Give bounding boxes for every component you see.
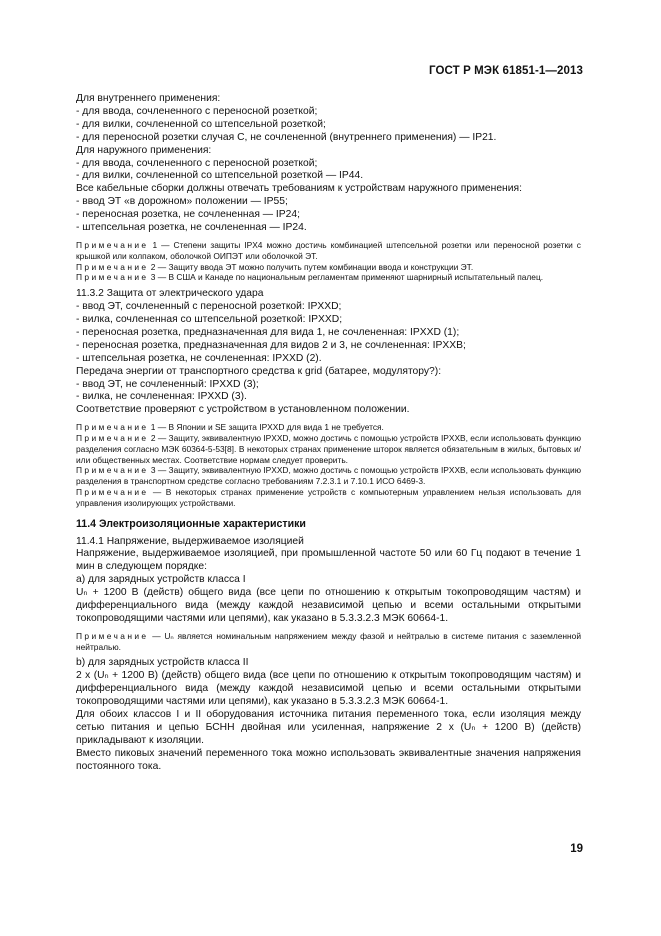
- list-item: а) для зарядных устройств класса I: [76, 574, 246, 586]
- list-item: - штепсельная розетка, не сочлененная — IP24.: [76, 222, 307, 234]
- note: [76, 240, 581, 262]
- list-item: - для вилки, сочлененной со штепсельной розеткой;: [76, 118, 326, 130]
- note-text: 2 — Защиту ввода ЭТ можно получить путем комбинации ввода и конструкции ЭТ.: [148, 261, 474, 272]
- note-label: Примечание: [76, 433, 149, 444]
- text-line: Соответствие проверяют с устройством в установленном положении.: [76, 404, 410, 416]
- paragraph: Вместо пиковых значений переменного тока можно использовать эквивалентные значения напряжения постоянного тока.: [76, 747, 581, 772]
- note-label: Примечание: [76, 261, 149, 272]
- list-item: - ввод ЭТ «в дорожном» положении — IP55;: [76, 196, 288, 208]
- page-body: [76, 93, 581, 774]
- note-text: 3 — Защиту, эквивалентную IPXXD, можно достичь с помощью устройств IPXXB, если использовать функцию разделения в транспортном средстве согласно требованиям 7.2.3.1 и 7.10.1 ИСО 6469-3.: [76, 465, 581, 487]
- list-item: - для переносной розетки случая С, не сочлененной (внутреннего применения) — IP21.: [76, 131, 497, 143]
- section-title: 11.4 Электроизоляционные характеристики: [76, 517, 306, 530]
- text-line: Для внутреннего применения:: [76, 93, 221, 104]
- note-text: 3 — В США и Канаде по национальным регламентам применяют шарнирный испытательный палец.: [148, 272, 544, 283]
- page-number: 19: [570, 843, 583, 855]
- paragraph: Для обоих классов I и II оборудования источника питания переменного тока, если изоляция между сетью питания и цепью БСНН двойная или усиленная, напряжение 2 x (Uₙ + 1200 В) (действ) прикладывают к изоляции.: [76, 709, 581, 746]
- list-item: - для вилки, сочлененной со штепсельной розеткой — IP44.: [76, 170, 364, 182]
- document-header: ГОСТ Р МЭК 61851-1—2013: [429, 65, 583, 77]
- note-label: Примечание: [76, 422, 149, 433]
- list-item: - штепсельная розетка, не сочлененная: IPXXD (2).: [76, 352, 322, 364]
- text-line: Для наружного применения:: [76, 144, 212, 156]
- list-item: - ввод ЭТ, не сочлененный: IPXXD (3);: [76, 378, 259, 390]
- list-item: - вилка, сочлененная со штепсельной розеткой: IPXXD;: [76, 313, 343, 325]
- note: [76, 487, 581, 509]
- text-line: Передача энергии от транспортного средства к grid (батарее, модулятору?):: [76, 365, 442, 377]
- note: [76, 631, 581, 653]
- note-text: 1 — В Японии и SE защита IPXXD для вида 1 не требуется.: [148, 422, 384, 433]
- paragraph: Напряжение, выдерживаемое изоляцией, при промышленной частоте 50 или 60 Гц подают в течение 1 мин в следующем порядке:: [76, 548, 581, 573]
- list-item: - ввод ЭТ, сочлененный с переносной розеткой: IPXXD;: [76, 301, 342, 313]
- note: [76, 262, 581, 273]
- note-label: Примечание: [76, 272, 149, 283]
- note-label: Примечание: [76, 630, 149, 641]
- list-item: - для ввода, сочлененного с переносной розеткой;: [76, 157, 318, 169]
- paragraph: Uₙ + 1200 В (действ) общего вида (все цепи по отношению к открытым токопроводящим частям) и дифференциального вида (между каждой независимой цепью и всеми остальными открытыми токопроводящими частями или цепями), как указано в 5.3.3.2.3 МЭК 60664-1.: [76, 587, 581, 624]
- list-item: - переносная розетка, не сочлененная — IP24;: [76, 209, 300, 221]
- note-text: — В некоторых странах применение устройств с компьютерным управлением нельзя использовать для управления изолирующих устройствами.: [76, 487, 581, 508]
- note: [76, 433, 581, 465]
- note-label: Примечание: [76, 239, 149, 250]
- note-label: Примечание: [76, 487, 149, 497]
- note: [76, 465, 581, 487]
- list-item: - для ввода, сочлененного с переносной розеткой;: [76, 105, 318, 117]
- note-text: — Uₙ является номинальным напряжением между фазой и нейтралью в системе питания с заземленной нейтралью.: [76, 630, 581, 652]
- subsection-title: 11.3.2 Защита от электрического удара: [76, 288, 264, 300]
- note-text: 1 — Степени защиты IPX4 можно достичь комбинацией штепсельной розетки или переносной розетки с крышкой или колпаком, оболочкой ОИПЭТ или оболочкой ЭТ.: [76, 239, 581, 261]
- text-line: Все кабельные сборки должны отвечать требованиям к устройствам наружного применения:: [76, 183, 522, 195]
- list-item: - вилка, не сочлененная: IPXXD (3).: [76, 391, 247, 403]
- list-item: - переносная розетка, предназначенная для видов 2 и 3, не сочлененная: IPXXB;: [76, 339, 466, 351]
- subsection-title: 11.4.1 Напряжение, выдерживаемое изоляцией: [76, 535, 304, 547]
- list-item: - переносная розетка, предназначенная для вида 1, не сочлененная: IPXXD (1);: [76, 326, 460, 338]
- note-label: Примечание: [76, 465, 149, 476]
- note: [76, 272, 581, 283]
- note: [76, 422, 581, 433]
- note-text: 2 — Защиту, эквивалентную IPXXD, можно достичь с помощью устройств IPXXB, если использовать функцию разделения согласно МЭК 60364-5-53[8]. В некоторых странах применение шторок является обязательным в жилых, бытовых и/или общественных местах. Соответствие нормам следует проверить.: [76, 433, 581, 465]
- list-item: b) для зарядных устройств класса II: [76, 657, 249, 669]
- paragraph: 2 x (Uₙ + 1200 В) (действ) общего вида (все цепи по отношению к открытым токопроводящим частям) и дифференциального вида (между каждой независимой цепью и всеми остальными открытыми токопроводящими частями или цепями), как указано в 5.3.3.2.3 МЭК 60664-1.: [76, 670, 581, 708]
